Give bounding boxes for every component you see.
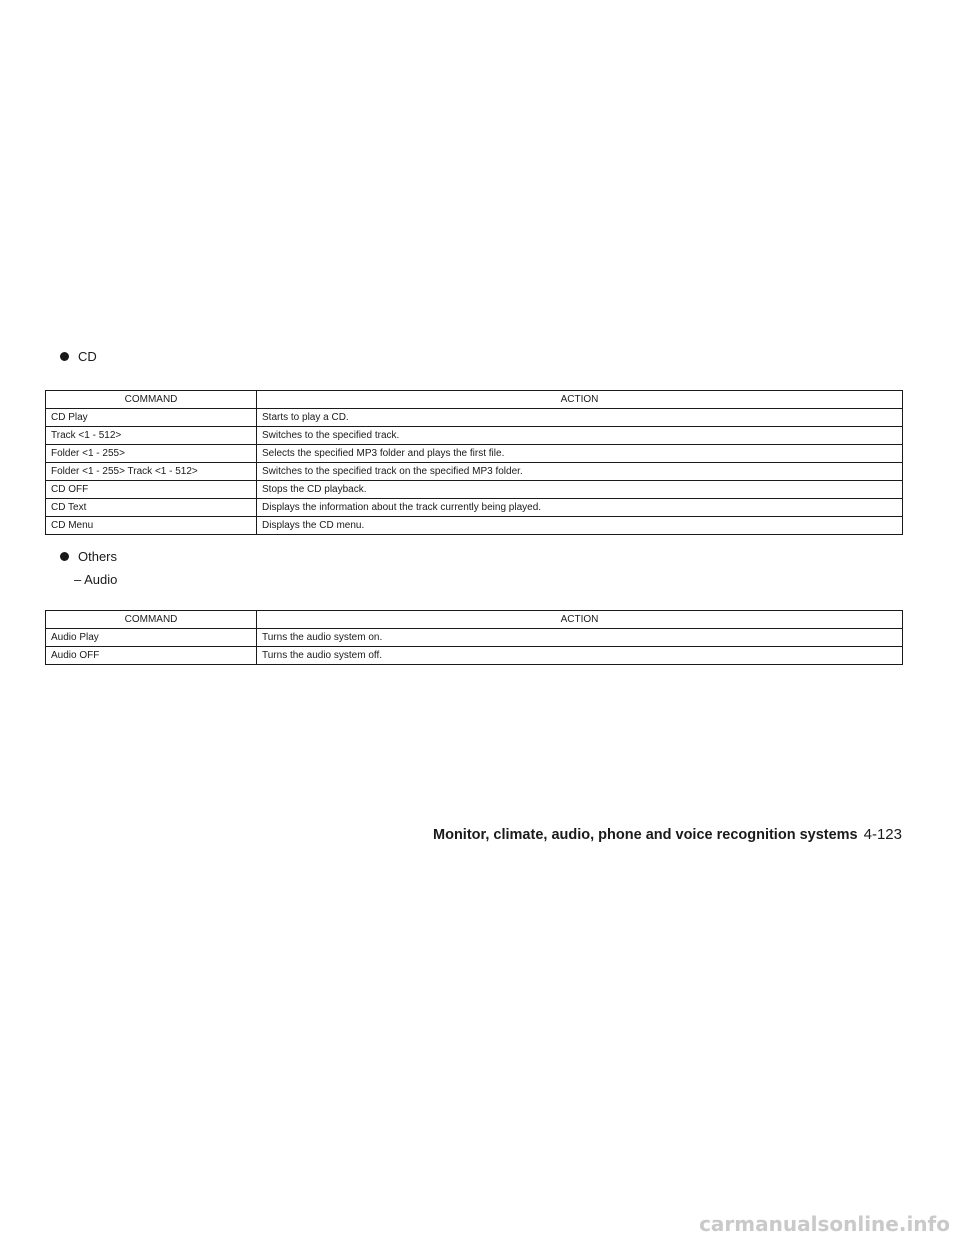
- table-row: [46, 629, 903, 647]
- action-cell: Displays the CD menu.: [257, 517, 903, 535]
- sub-item-audio: – Audio: [74, 572, 118, 587]
- command-cell: CD Text: [46, 499, 257, 517]
- table-row: [46, 647, 903, 665]
- table-header-row: [46, 611, 903, 629]
- action-cell: Selects the specified MP3 folder and plays the first file.: [257, 445, 903, 463]
- action-cell: Displays the information about the track currently being played.: [257, 499, 903, 517]
- page-footer: [433, 826, 902, 843]
- footer-section-title: Monitor, climate, audio, phone and voice recognition systems: [433, 827, 858, 843]
- command-cell: Audio Play: [46, 629, 257, 647]
- table-header-row: [46, 391, 903, 409]
- table-row: [46, 517, 903, 535]
- command-cell: CD Play: [46, 409, 257, 427]
- bullet-cd: [60, 349, 97, 364]
- header-command: COMMAND: [46, 391, 257, 409]
- bullet-cd-label: CD: [78, 349, 97, 364]
- table-row: [46, 445, 903, 463]
- bullet-dot-icon: [60, 352, 69, 361]
- table-row: [46, 427, 903, 445]
- action-cell: Starts to play a CD.: [257, 409, 903, 427]
- command-cell: Audio OFF: [46, 647, 257, 665]
- bullet-others: [60, 549, 117, 564]
- watermark: carmanualsonline.info: [699, 1212, 950, 1236]
- table-row: [46, 409, 903, 427]
- table-row: [46, 499, 903, 517]
- audio-command-table: [45, 610, 903, 665]
- command-cell: Folder <1 - 255> Track <1 - 512>: [46, 463, 257, 481]
- action-cell: Turns the audio system on.: [257, 629, 903, 647]
- table-row: [46, 481, 903, 499]
- bullet-others-label: Others: [78, 549, 118, 564]
- header-command: COMMAND: [46, 611, 257, 629]
- bullet-dot-icon: [60, 552, 69, 561]
- action-cell: Switches to the specified track on the specified MP3 folder.: [257, 463, 903, 481]
- action-cell: Switches to the specified track.: [257, 427, 903, 445]
- footer-page-number: 4-123: [863, 826, 902, 843]
- command-cell: Folder <1 - 255>: [46, 445, 257, 463]
- action-cell: Stops the CD playback.: [257, 481, 903, 499]
- header-action: ACTION: [257, 611, 903, 629]
- command-cell: CD Menu: [46, 517, 257, 535]
- table-row: [46, 463, 903, 481]
- cd-command-table: [45, 390, 903, 535]
- command-cell: CD OFF: [46, 481, 257, 499]
- command-cell: Track <1 - 512>: [46, 427, 257, 445]
- action-cell: Turns the audio system off.: [257, 647, 903, 665]
- header-action: ACTION: [257, 391, 903, 409]
